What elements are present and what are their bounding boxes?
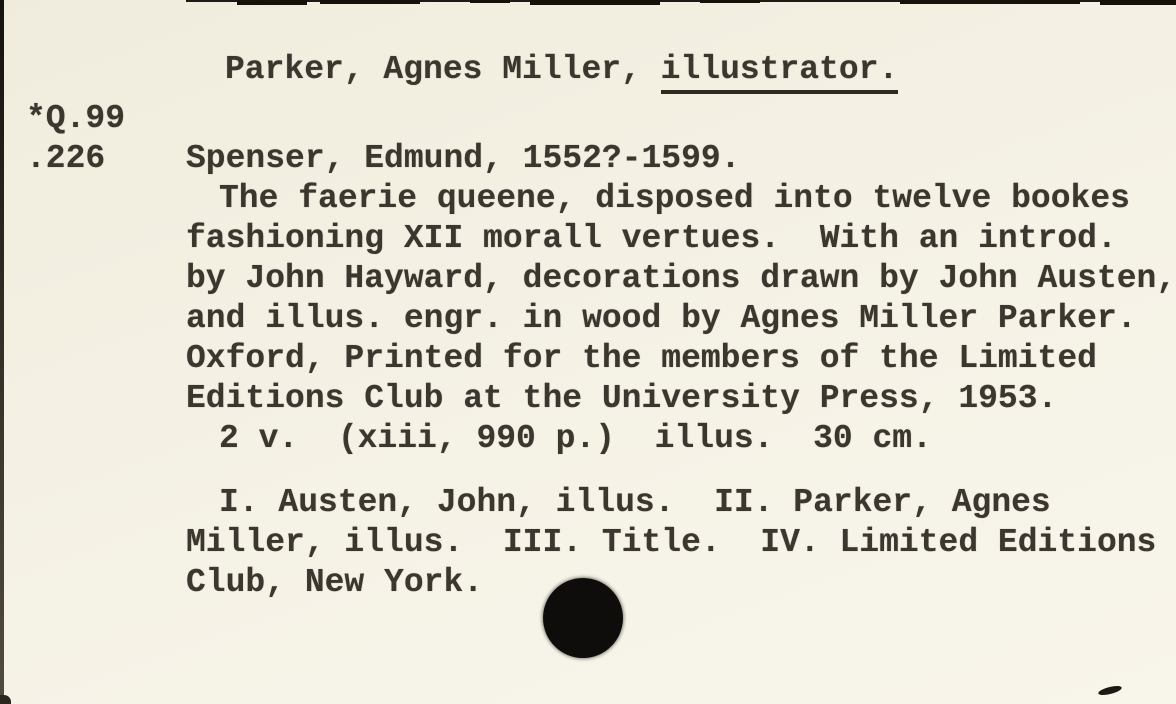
- typed-line: and illus. engr. in wood by Agnes Miller Parker.: [186, 300, 1137, 337]
- scan-top-edge-dash: [530, 0, 660, 5]
- tracing-line: Miller, illus. III. Title. IV. Limited Editions: [186, 524, 1157, 561]
- heading-name-entry: [225, 51, 898, 88]
- collation-line: 2 v. (xiii, 990 p.) illus. 30 cm.: [219, 420, 932, 457]
- scan-left-edge-strip: [0, 0, 4, 704]
- tracing-line: I. Austen, John, illus. II. Parker, Agnes: [219, 484, 1051, 521]
- heading-name-text: Parker, Agnes Miller,: [225, 51, 661, 88]
- call-number-line: .226: [26, 140, 106, 177]
- scan-top-edge-dash: [320, 0, 420, 4]
- tracing-line: Club, New York.: [186, 564, 484, 601]
- typed-line: by John Hayward, decorations drawn by John Austen,: [186, 260, 1176, 297]
- scan-top-edge-dash: [1100, 0, 1176, 5]
- pen-mark-dash: [1098, 684, 1123, 697]
- typed-line: The faerie queene, disposed into twelve bookes: [219, 180, 1130, 217]
- scan-top-edge-dash: [900, 0, 1080, 4]
- typed-line: Editions Club at the University Press, 1953.: [186, 380, 1058, 417]
- hole-punch-circle: [543, 578, 623, 658]
- scan-top-edge-dash: [700, 0, 760, 3]
- entry-body: [186, 179, 1176, 459]
- call-number-line: *Q.99: [26, 100, 126, 137]
- typed-line: Oxford, Printed for the members of the Limited: [186, 340, 1097, 377]
- scan-top-edge-dash: [470, 0, 510, 3]
- scan-top-edge-dash: [237, 0, 307, 5]
- typed-line: fashioning XII morall vertues. With an introd.: [186, 220, 1117, 257]
- author-line: Spenser, Edmund, 1552?-1599.: [186, 140, 741, 177]
- call-number: [26, 99, 125, 179]
- tracings: [186, 483, 1156, 603]
- bottom-left-corner-smudge: [0, 695, 11, 704]
- heading-role-underlined: illustrator.: [661, 51, 899, 94]
